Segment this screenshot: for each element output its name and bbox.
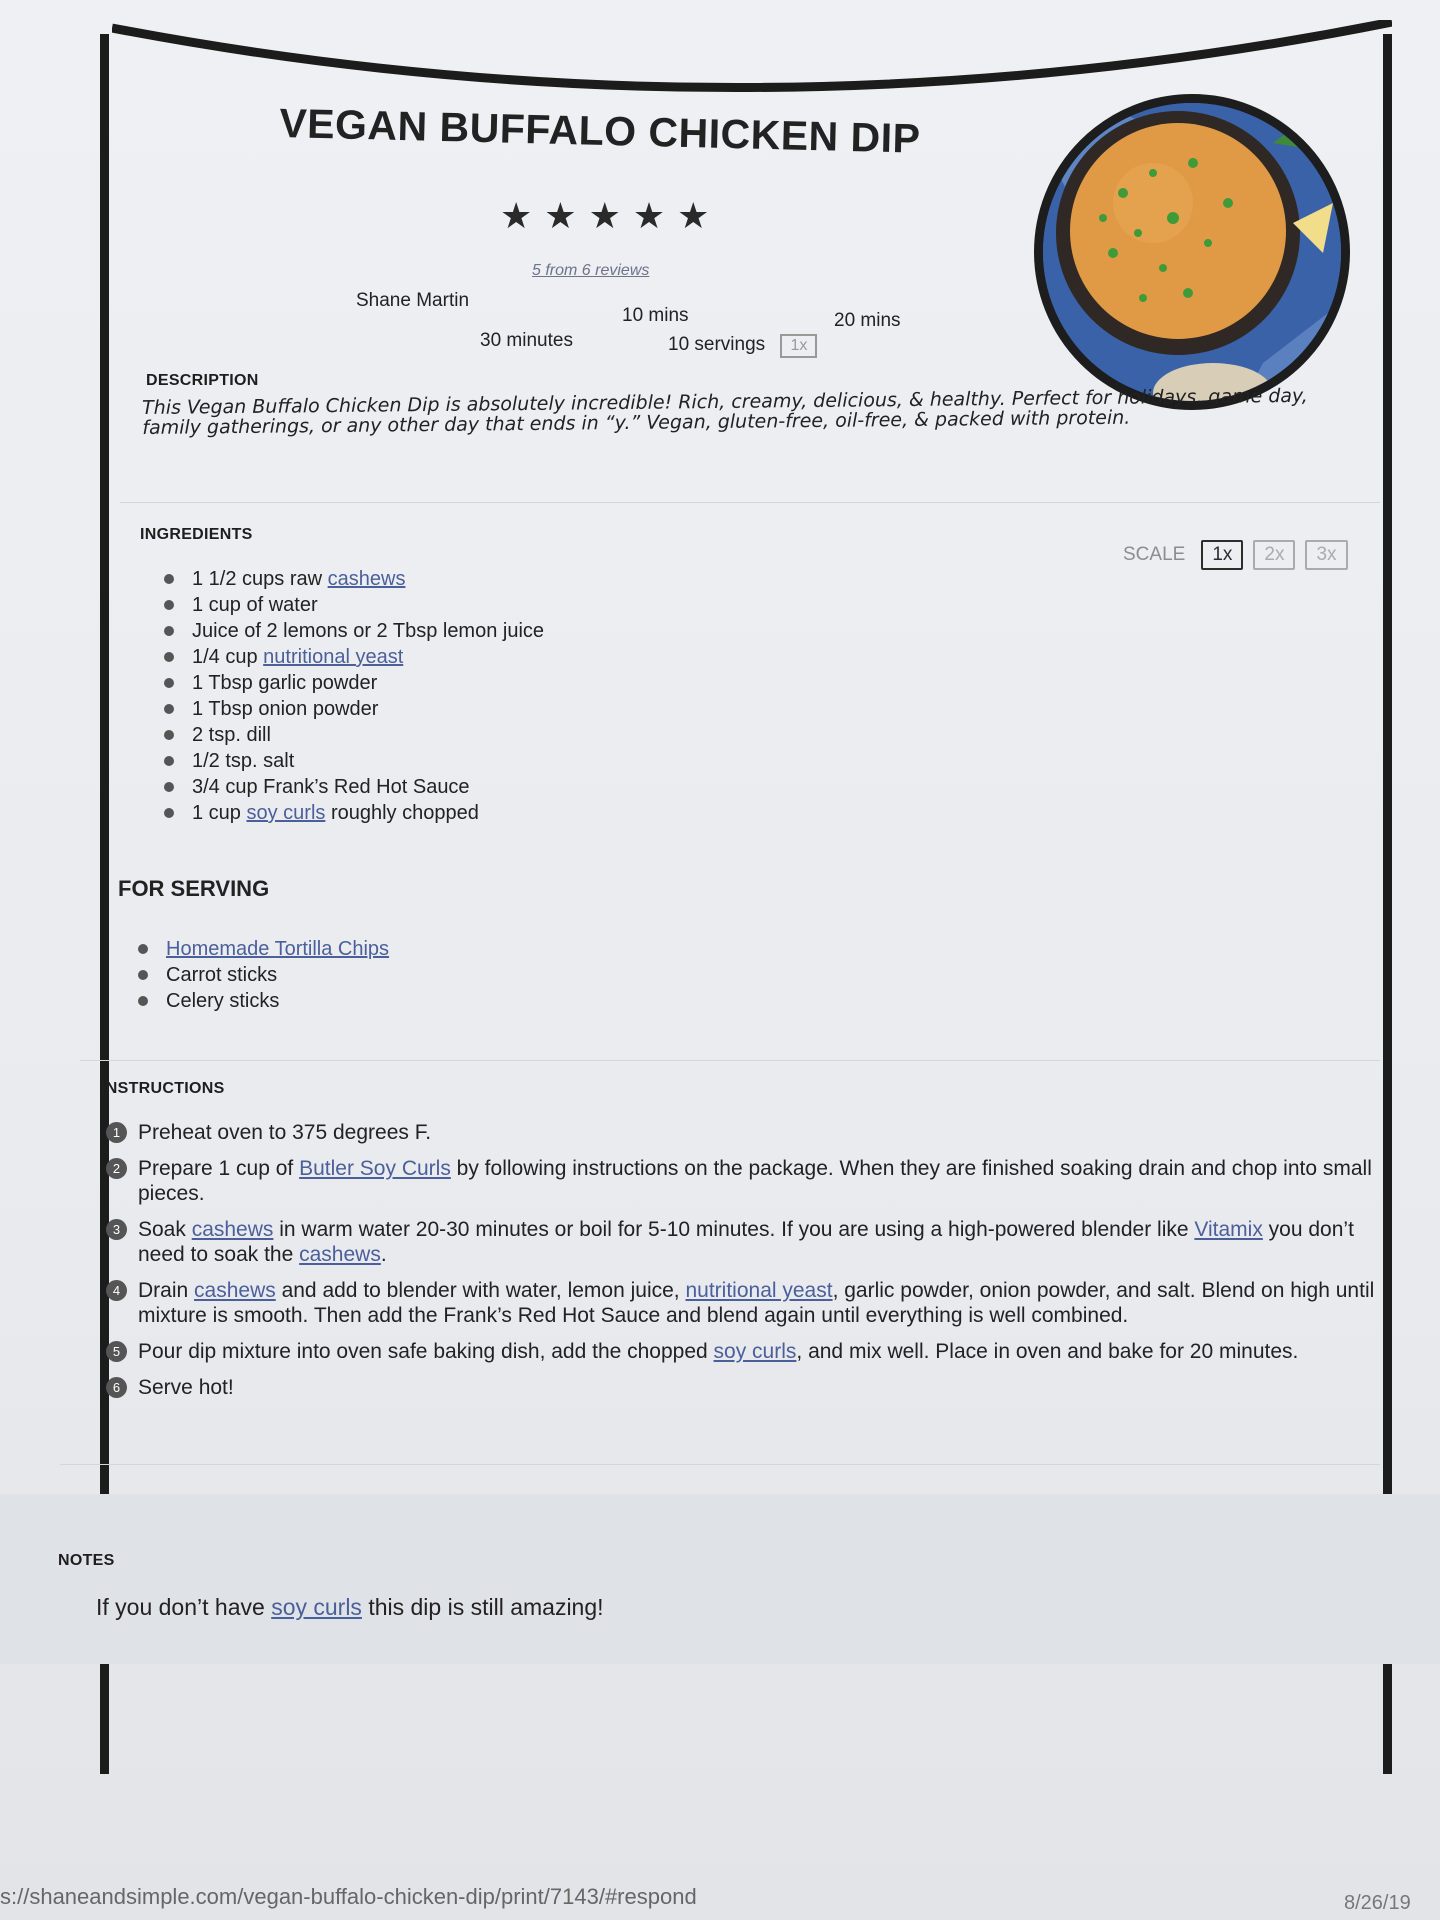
list-item xyxy=(164,592,544,618)
instruction-step xyxy=(106,1120,1396,1145)
list-item xyxy=(164,722,544,748)
step-text: Pour dip mixture into oven safe baking dish, add the chopped xyxy=(138,1340,714,1363)
footer-date: 8/26/19 xyxy=(1344,1892,1411,1914)
scale-2x-button[interactable]: 2x xyxy=(1253,540,1295,570)
step-text: in warm water 20-30 minutes or boil for 5-10 minutes. If you are using a high-powered blender like xyxy=(273,1218,1195,1241)
item-text: Carrot sticks xyxy=(166,964,278,986)
item-text: 1 cup xyxy=(192,802,247,824)
recipe-photo xyxy=(1034,94,1350,410)
step-number: 1 xyxy=(106,1122,127,1143)
step-number: 5 xyxy=(106,1341,127,1362)
step-text: , garlic powder, onion powder, and salt. Blend on high until mixture is smooth. Then add the Frank’s Red Hot Sauce and blend again until everything is well combined. xyxy=(138,1279,1375,1327)
list-item xyxy=(164,696,544,722)
servings-scale-button[interactable]: 1x xyxy=(780,334,817,358)
item-text: 1/2 tsp. salt xyxy=(192,750,295,772)
list-item xyxy=(138,962,389,988)
notes-text-before: If you don’t have xyxy=(96,1594,272,1620)
recipe-author: Shane Martin xyxy=(356,290,470,311)
item-text: Juice of 2 lemons or 2 Tbsp lemon juice xyxy=(192,620,545,642)
step-number: 4 xyxy=(106,1280,127,1301)
recipe-title: VEGAN BUFFALO CHICKEN DIP xyxy=(278,100,922,162)
rating-stars xyxy=(500,195,710,236)
list-item xyxy=(164,644,544,670)
scale-label: SCALE xyxy=(1123,544,1186,565)
list-item xyxy=(164,618,544,644)
notes-text xyxy=(96,1594,604,1621)
notes-text-after: this dip is still amazing! xyxy=(361,1594,604,1620)
step-text: and add to blender with water, lemon juice, xyxy=(275,1279,686,1302)
instruction-step xyxy=(106,1156,1396,1206)
step-text: Serve hot! xyxy=(138,1376,234,1399)
list-item xyxy=(138,936,389,962)
step-text: Soak xyxy=(138,1218,192,1241)
item-link[interactable]: soy curls xyxy=(246,802,326,824)
reviews-link[interactable]: 5 from 6 reviews xyxy=(532,262,650,279)
step-link[interactable]: cashews xyxy=(299,1243,381,1266)
list-item xyxy=(138,988,389,1014)
item-text: 2 tsp. dill xyxy=(192,724,271,746)
star-icon[interactable]: ★ xyxy=(588,195,621,236)
ingredients-label: INGREDIENTS xyxy=(140,526,253,543)
step-text: . xyxy=(380,1243,387,1266)
list-item xyxy=(164,670,544,696)
scale-3x-button[interactable]: 3x xyxy=(1305,540,1347,570)
item-link[interactable]: Homemade Tortilla Chips xyxy=(166,938,390,960)
list-item xyxy=(164,800,544,826)
for-serving-list xyxy=(138,936,389,1014)
total-time: 30 minutes xyxy=(480,330,573,351)
instruction-step xyxy=(106,1375,1396,1400)
description-label: DESCRIPTION xyxy=(146,372,259,389)
step-number: 2 xyxy=(106,1158,127,1179)
notes-label: NOTES xyxy=(58,1552,115,1569)
footer-url: s://shaneandsimple.com/vegan-buffalo-chicken-dip/print/7143/#respond xyxy=(0,1884,697,1909)
list-item xyxy=(164,748,544,774)
step-link[interactable]: cashews xyxy=(191,1218,274,1241)
for-serving-label: FOR SERVING xyxy=(118,876,270,901)
star-icon[interactable]: ★ xyxy=(632,195,666,236)
cook-time: 20 mins xyxy=(834,310,901,331)
scale-controls xyxy=(1123,540,1348,570)
instruction-step xyxy=(106,1339,1396,1364)
divider xyxy=(60,1464,1380,1465)
step-number: 6 xyxy=(106,1377,127,1398)
step-link[interactable]: Butler Soy Curls xyxy=(299,1157,451,1180)
list-item xyxy=(164,566,544,592)
item-link[interactable]: cashews xyxy=(327,568,406,590)
list-item xyxy=(164,774,544,800)
prep-time: 10 mins xyxy=(622,305,689,326)
divider xyxy=(120,502,1380,503)
instructions-label: INSTRUCTIONS xyxy=(101,1080,225,1097)
item-text: 3/4 cup Frank’s Red Hot Sauce xyxy=(192,776,470,798)
step-link[interactable]: nutritional yeast xyxy=(685,1279,833,1302)
ingredients-list xyxy=(164,566,544,826)
item-text: 1 Tbsp onion powder xyxy=(192,698,379,720)
servings xyxy=(668,334,817,358)
step-text: Prepare 1 cup of xyxy=(138,1157,300,1180)
star-icon[interactable]: ★ xyxy=(500,195,533,236)
instruction-step xyxy=(106,1278,1396,1328)
item-text-after: roughly chopped xyxy=(325,802,479,824)
star-icon[interactable]: ★ xyxy=(677,195,710,236)
step-text: you don’t need to soak the xyxy=(138,1218,1354,1266)
item-text: 1 1/2 cups raw xyxy=(192,568,328,590)
step-link[interactable]: soy curls xyxy=(713,1340,797,1363)
divider xyxy=(80,1060,1380,1061)
item-link[interactable]: nutritional yeast xyxy=(263,646,404,668)
star-icon[interactable]: ★ xyxy=(544,195,577,236)
instruction-step xyxy=(106,1217,1396,1267)
notes-soy-curls-link[interactable]: soy curls xyxy=(271,1594,362,1620)
item-text: 1 Tbsp garlic powder xyxy=(192,672,378,694)
step-text: Preheat oven to 375 degrees F. xyxy=(138,1121,432,1144)
step-text: Drain xyxy=(138,1279,195,1302)
notes-band xyxy=(0,1494,1440,1664)
item-text: Celery sticks xyxy=(166,990,280,1012)
scale-1x-button[interactable]: 1x xyxy=(1201,540,1243,570)
step-text: by following instructions on the package. When they are finished soaking drain and chop into small pieces. xyxy=(138,1157,1372,1205)
instructions-list xyxy=(106,1120,1396,1411)
step-number: 3 xyxy=(106,1219,127,1240)
item-text: 1/4 cup xyxy=(192,646,264,668)
description-text: This Vegan Buffalo Chicken Dip is absolutely incredible! Rich, creamy, delicious, & healthy. Perfect for holidays, game day, family gatherings, or any other day that ends in “y.” Vegan, gluten-free, oil-free, & packed with protein. xyxy=(141,384,1308,439)
step-link[interactable]: Vitamix xyxy=(1194,1218,1263,1241)
item-text: 1 cup of water xyxy=(192,594,318,616)
step-text: , and mix well. Place in oven and bake for 20 minutes. xyxy=(796,1340,1299,1363)
servings-count: 10 servings xyxy=(668,334,766,355)
dip-illustration xyxy=(1043,103,1341,401)
step-link[interactable]: cashews xyxy=(194,1279,276,1302)
